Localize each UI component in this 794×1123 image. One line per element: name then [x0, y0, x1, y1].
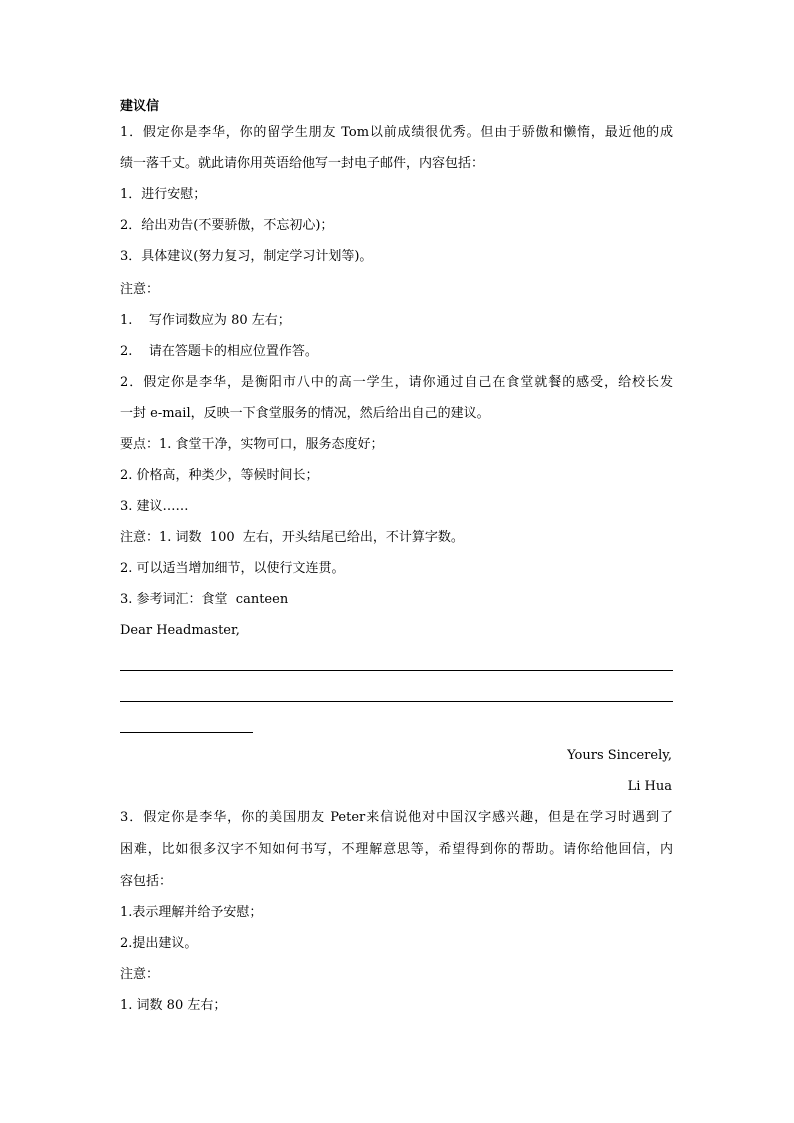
q1-point-2: 2．给出劝告(不要骄傲，不忘初心)；	[120, 218, 334, 233]
q2-point-3: 3. 建议……	[120, 499, 189, 514]
answer-line-2	[120, 701, 673, 702]
q1-point-3: 3．具体建议(努力复习，制定学习计划等)。	[120, 249, 373, 264]
q2-prompt-line-2: 一封 e-mail，反映一下食堂服务的情况，然后给出自己的建议。	[120, 406, 490, 421]
page-title: 建议信	[120, 99, 160, 114]
q1-prompt-line-1: 1．假定你是李华，你的留学生朋友 Tom以前成绩很优秀。但由于骄傲和懒惰，最近他的成	[120, 125, 673, 140]
q3-prompt-line-2: 困难，比如很多汉字不知如何书写，不理解意思等，希望得到你的帮助。请你给他回信，内	[120, 842, 673, 857]
q3-point-1: 1.表示理解并给予安慰；	[120, 905, 263, 920]
q1-note-1: 1. 写作词数应为 80 左右；	[120, 313, 291, 328]
q2-note-3: 3. 参考词汇：食堂 canteen	[120, 592, 289, 607]
letter-closing: Yours Sincerely,	[567, 748, 672, 763]
q3-prompt-line-3: 容包括：	[120, 874, 173, 889]
q1-point-1: 1．进行安慰；	[120, 187, 207, 202]
q2-point-2: 2. 价格高，种类少，等候时间长；	[120, 468, 319, 483]
q1-prompt-line-2: 绩一落千丈。就此请你用英语给他写一封电子邮件，内容包括：	[120, 156, 485, 171]
q1-note-2: 2. 请在答题卡的相应位置作答。	[120, 344, 318, 359]
answer-line-3	[120, 732, 253, 733]
q2-prompt-line-1: 2．假定你是李华，是衡阳市八中的高一学生，请你通过自己在食堂就餐的感受，给校长发	[120, 375, 673, 390]
letter-signature: Li Hua	[627, 779, 672, 794]
q1-notes-label: 注意：	[120, 282, 160, 297]
answer-line-1	[120, 670, 673, 671]
q3-note-1: 1. 词数 80 左右；	[120, 998, 227, 1013]
q2-point-1: 要点：1. 食堂干净，实物可口，服务态度好；	[120, 437, 384, 452]
q3-prompt-line-1: 3．假定你是李华，你的美国朋友 Peter来信说他对中国汉字感兴趣，但是在学习时遇到了	[120, 810, 673, 825]
q2-note-2: 2. 可以适当增加细节，以使行文连贯。	[120, 561, 345, 576]
letter-greeting: Dear Headmaster,	[120, 623, 240, 638]
q2-note-1: 注意：1. 词数 100 左右，开头结尾已给出，不计算字数。	[120, 530, 464, 545]
q3-point-2: 2.提出建议。	[120, 936, 198, 951]
q3-notes-label: 注意：	[120, 967, 160, 982]
